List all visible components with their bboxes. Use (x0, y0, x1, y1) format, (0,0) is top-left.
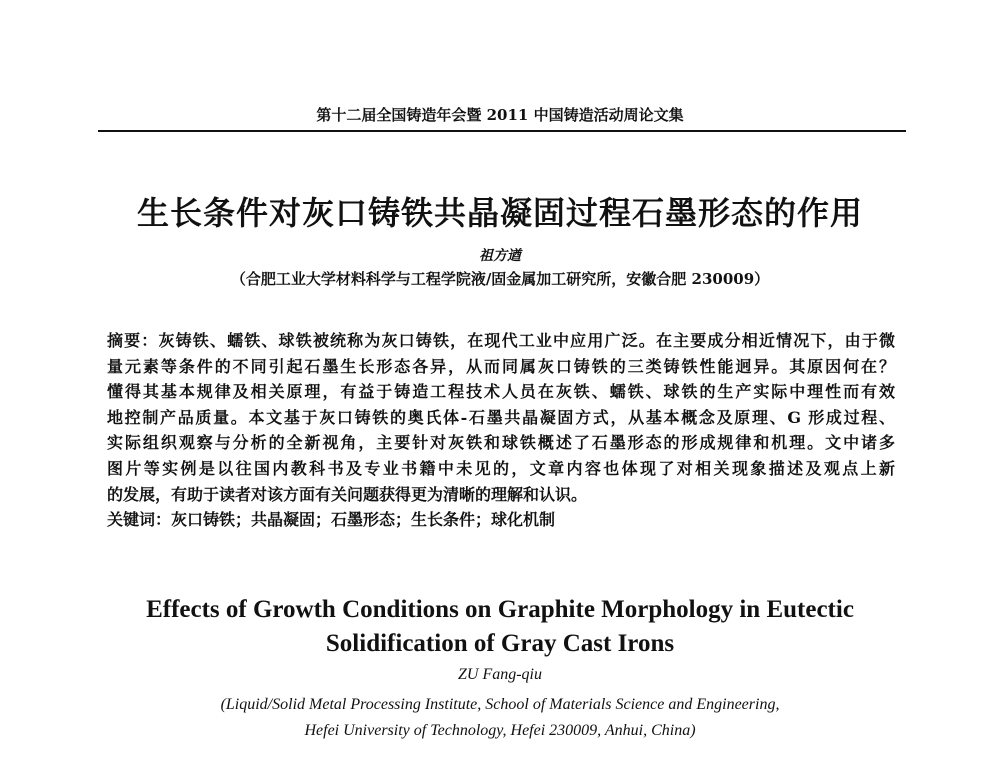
abstract-line: 图片等实例是以往国内教科书及专业书籍中未见的，文章内容也体现了对相关现象描述及观点上新 (107, 458, 895, 478)
english-affiliation (0, 692, 1000, 744)
abstract-line: 懂得其基本规律及相关原理，有益于铸造工程技术人员在灰铁、蠕铁、球铁的生产实际中理性而有效 (107, 382, 895, 402)
english-affiliation-line: Hefei University of Technology, Hefei 230009, Anhui, China) (304, 722, 696, 739)
abstract-line: 的发展，有助于读者对该方面有关问题获得更为清晰的理解和认识。 (107, 484, 588, 504)
english-author: ZU Fang-qiu (458, 666, 542, 683)
running-head: 第十二届全国铸造年会暨 2011 中国铸造活动周论文集 (316, 106, 684, 124)
english-title-line: Effects of Growth Conditions on Graphite Morphology in Eutectic (146, 596, 854, 623)
abstract-block (107, 328, 895, 533)
english-affiliation-line: (Liquid/Solid Metal Processing Institute, School of Materials Science and Engineering, (220, 696, 780, 713)
chinese-author: 祖方遒 (479, 248, 521, 264)
abstract-line (107, 328, 895, 354)
keywords-line (107, 507, 895, 533)
abstract-label: 摘要： (107, 331, 159, 350)
abstract-line: 量元素等条件的不同引起石墨生长形态各异，从而同属灰口铸铁的三类铸铁性能迥异。其原因何在？ (107, 356, 895, 376)
keywords-text: 灰口铸铁；共晶凝固；石墨形态；生长条件；球化机制 (171, 510, 556, 530)
chinese-title: 生长条件对灰口铸铁共晶凝固过程石墨形态的作用 (136, 194, 863, 232)
abstract-line: 实际组织观察与分析的全新视角，主要针对灰铁和球铁概述了石墨形态的形成规律和机理。文中诸多 (107, 433, 895, 453)
abstract-text: 灰铸铁、蠕铁、球铁被统称为灰口铸铁，在现代工业中应用广泛。在主要成分相近情况下，由于微 (158, 331, 895, 350)
header-rule (98, 130, 906, 132)
abstract-line: 地控制产品质量。本文基于灰口铸铁的奥氏体-石墨共晶凝固方式，从基本概念及原理、G 形成过程、 (107, 407, 895, 427)
chinese-affiliation: （合肥工业大学材料科学与工程学院液/固金属加工研究所，安徽合肥 230009） (230, 270, 770, 288)
keywords-label: 关键词： (107, 510, 172, 530)
english-title (0, 593, 1000, 661)
english-title-line: Solidification of Gray Cast Irons (325, 630, 675, 657)
